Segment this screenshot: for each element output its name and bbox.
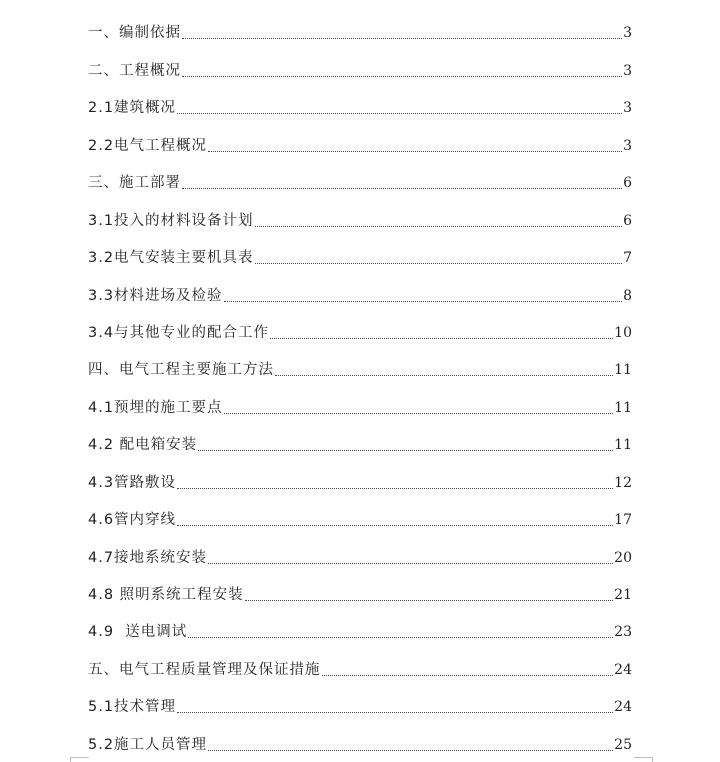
toc-entry-title: 一、编制依据	[88, 25, 181, 42]
toc-entry-page: 17	[614, 512, 632, 529]
toc-entry[interactable]	[88, 45, 632, 82]
toc-dot-leader	[322, 675, 614, 676]
toc-entry-title: 5.1技术管理	[88, 699, 177, 716]
toc-dot-leader	[245, 600, 614, 601]
toc-entry-title: 四、电气工程主要施工方法	[88, 362, 274, 379]
toc-entry-title: 4.3管路敷设	[88, 474, 177, 491]
toc-entry-page: 21	[614, 587, 632, 603]
toc-entry-page: 24	[614, 699, 632, 716]
toc-entry-page: 20	[614, 549, 632, 566]
toc-entry[interactable]	[88, 682, 632, 719]
page-corner-mark-left	[70, 757, 89, 762]
toc-dot-leader	[198, 450, 613, 451]
toc-entry[interactable]	[88, 195, 632, 232]
toc-dot-leader	[177, 113, 622, 114]
table-of-contents	[88, 8, 632, 757]
toc-entry-page: 3	[623, 137, 632, 154]
toc-entry[interactable]	[88, 308, 632, 345]
toc-entry-page: 25	[614, 736, 632, 753]
toc-dot-leader	[182, 38, 622, 39]
toc-entry[interactable]	[88, 420, 632, 457]
toc-dot-leader	[255, 226, 623, 227]
toc-entry[interactable]	[88, 382, 632, 419]
toc-entry[interactable]	[88, 158, 632, 195]
toc-dot-leader	[182, 188, 622, 189]
toc-entry-title: 二、工程概况	[88, 62, 181, 79]
toc-dot-leader	[208, 151, 622, 152]
toc-entry[interactable]	[88, 532, 632, 569]
toc-entry-title: 2.2电气工程概况	[88, 137, 208, 154]
toc-entry-page: 8	[623, 287, 632, 304]
toc-entry-title: 3.3材料进场及检验	[88, 287, 223, 304]
toc-entry[interactable]	[88, 607, 632, 644]
toc-entry[interactable]	[88, 495, 632, 532]
toc-entry-page: 11	[614, 399, 632, 416]
toc-entry-page: 7	[623, 250, 632, 267]
toc-entry[interactable]	[88, 457, 632, 494]
toc-entry-title: 4.8 照明系统工程安装	[88, 587, 244, 603]
toc-entry-page: 24	[614, 661, 632, 678]
toc-dot-leader	[255, 263, 623, 264]
toc-entry-page: 12	[614, 474, 632, 491]
toc-dot-leader	[275, 375, 613, 376]
toc-entry-title: 3.1投入的材料设备计划	[88, 212, 254, 229]
toc-dot-leader	[224, 301, 623, 302]
toc-entry[interactable]	[88, 233, 632, 270]
toc-entry-title: 5.2施工人员管理	[88, 736, 208, 753]
toc-entry[interactable]	[88, 644, 632, 681]
toc-entry[interactable]	[88, 120, 632, 157]
toc-entry-title: 4.6管内穿线	[88, 512, 177, 529]
toc-dot-leader	[208, 563, 613, 564]
toc-entry-page: 23	[614, 624, 632, 641]
toc-entry-page: 6	[623, 212, 632, 229]
toc-dot-leader	[208, 750, 613, 751]
toc-entry[interactable]	[88, 83, 632, 120]
toc-entry-title: 2.1建筑概况	[88, 100, 177, 117]
toc-entry-title: 五、电气工程质量管理及保证措施	[88, 661, 321, 678]
toc-entry-page: 10	[614, 324, 632, 341]
toc-dot-leader	[182, 76, 622, 77]
toc-entry-title: 4.9 送电调试	[88, 624, 188, 641]
toc-entry[interactable]	[88, 270, 632, 307]
toc-dot-leader	[270, 338, 613, 339]
toc-entry-page: 3	[623, 25, 632, 42]
toc-entry-page: 3	[623, 100, 632, 117]
toc-entry-page: 6	[623, 175, 632, 192]
toc-dot-leader	[177, 525, 613, 526]
toc-dot-leader	[188, 637, 613, 638]
toc-entry[interactable]	[88, 719, 632, 756]
toc-entry-page: 11	[614, 437, 632, 454]
toc-entry-title: 4.2 配电箱安装	[88, 437, 198, 454]
toc-dot-leader	[177, 712, 613, 713]
toc-entry[interactable]	[88, 8, 632, 45]
page-corner-mark-right	[634, 757, 653, 762]
toc-entry-page: 3	[623, 62, 632, 79]
toc-dot-leader	[177, 488, 613, 489]
toc-dot-leader	[224, 413, 614, 414]
toc-entry-title: 3.4与其他专业的配合工作	[88, 324, 270, 341]
toc-entry[interactable]	[88, 345, 632, 382]
toc-entry-title: 三、施工部署	[88, 175, 181, 192]
toc-entry-title: 3.2电气安装主要机具表	[88, 250, 254, 267]
toc-entry-title: 4.1预埋的施工要点	[88, 399, 223, 416]
toc-entry-page: 11	[614, 362, 632, 379]
toc-entry[interactable]	[88, 570, 632, 607]
toc-entry-title: 4.7接地系统安装	[88, 549, 208, 566]
